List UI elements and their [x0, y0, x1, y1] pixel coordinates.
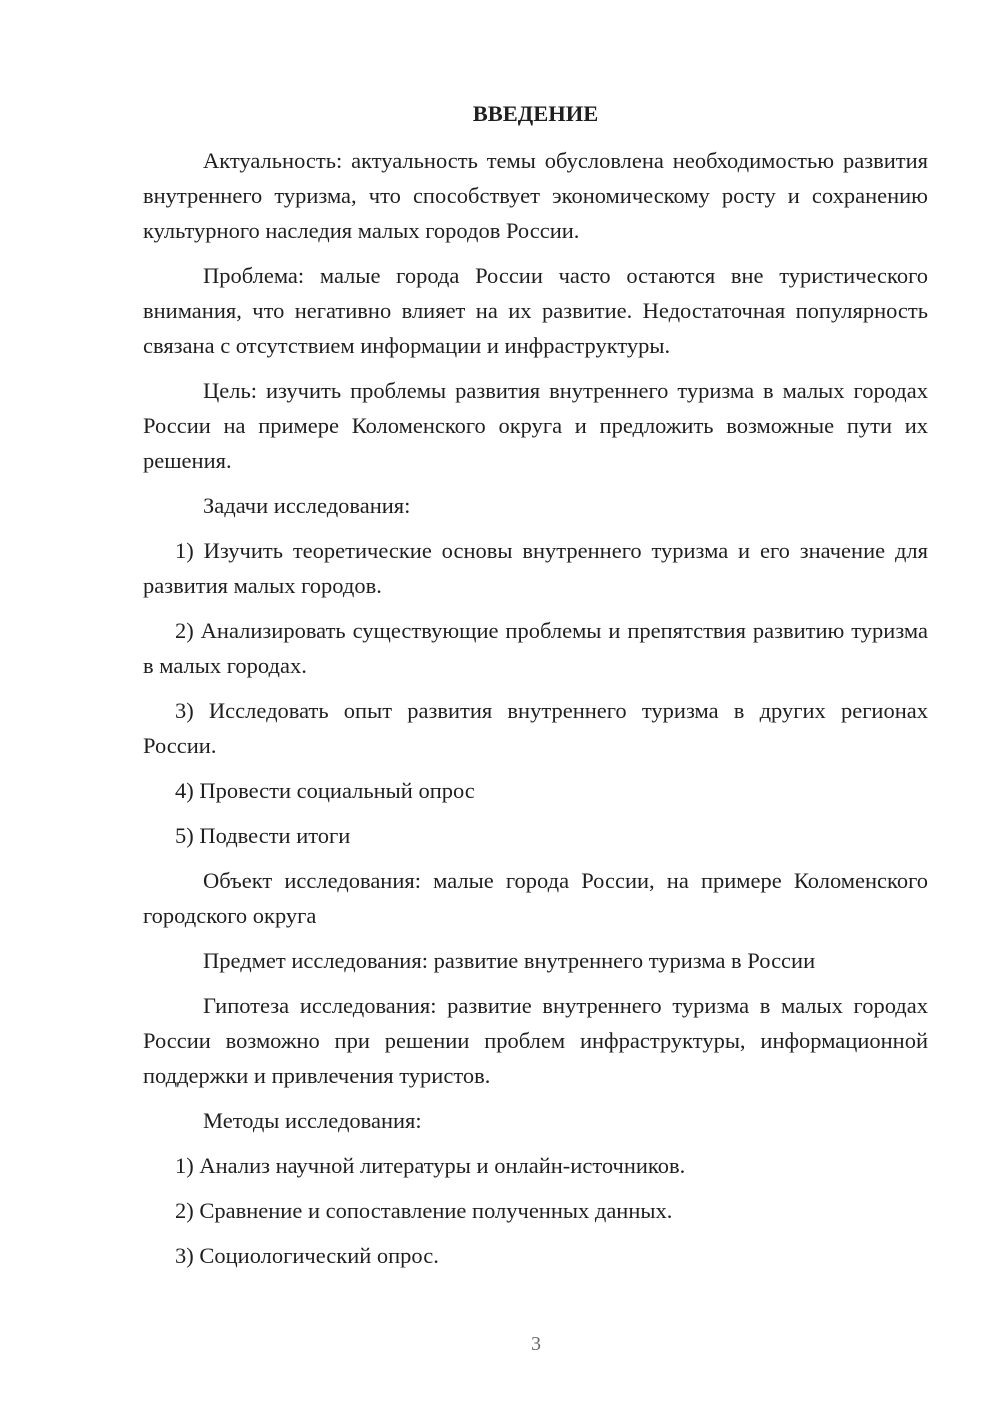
hypothesis-paragraph: Гипотеза исследования: развитие внутреннего туризма в малых городах России возможно при решении проблем инфраструктуры, информационной поддержки и привлечения туристов. [143, 993, 928, 1088]
task-item-2: 2) Анализировать существующие проблемы и препятствия развитию туризма в малых городах. [143, 618, 928, 678]
task-item-5: 5) Подвести итоги [175, 823, 351, 848]
section-title: ВВЕДЕНИЕ [472, 101, 599, 126]
problem-paragraph: Проблема: малые города России часто остаются вне туристического внимания, что негативно влияет на их развитие. Недостаточная популярность связана с отсутствием информации и инфраструктуры. [143, 263, 928, 358]
method-item-3: 3) Социологический опрос. [175, 1243, 439, 1268]
task-item-3: 3) Исследовать опыт развития внутреннего туризма в других регионах России. [143, 698, 928, 758]
goal-paragraph: Цель: изучить проблемы развития внутреннего туризма в малых городах России на примере Коломенского округа и предложить возможные пути их решения. [143, 378, 928, 473]
task-item-1: 1) Изучить теоретические основы внутреннего туризма и его значение для развития малых городов. [143, 538, 928, 598]
page-number: 3 [531, 1333, 541, 1355]
relevance-paragraph: Актуальность: актуальность темы обусловлена необходимостью развития внутреннего туризма, что способствует экономическому росту и сохранению культурного наследия малых городов России. [143, 148, 928, 243]
object-paragraph: Объект исследования: малые города России, на примере Коломенского городского округа [143, 868, 928, 928]
method-item-2: 2) Сравнение и сопоставление полученных данных. [175, 1198, 673, 1223]
tasks-heading: Задачи исследования: [203, 493, 411, 518]
subject-paragraph: Предмет исследования: развитие внутреннего туризма в России [203, 948, 816, 973]
page-content [143, 96, 928, 1283]
method-item-1: 1) Анализ научной литературы и онлайн-источников. [175, 1153, 686, 1178]
task-item-4: 4) Провести социальный опрос [175, 778, 475, 803]
methods-heading: Методы исследования: [203, 1108, 422, 1133]
